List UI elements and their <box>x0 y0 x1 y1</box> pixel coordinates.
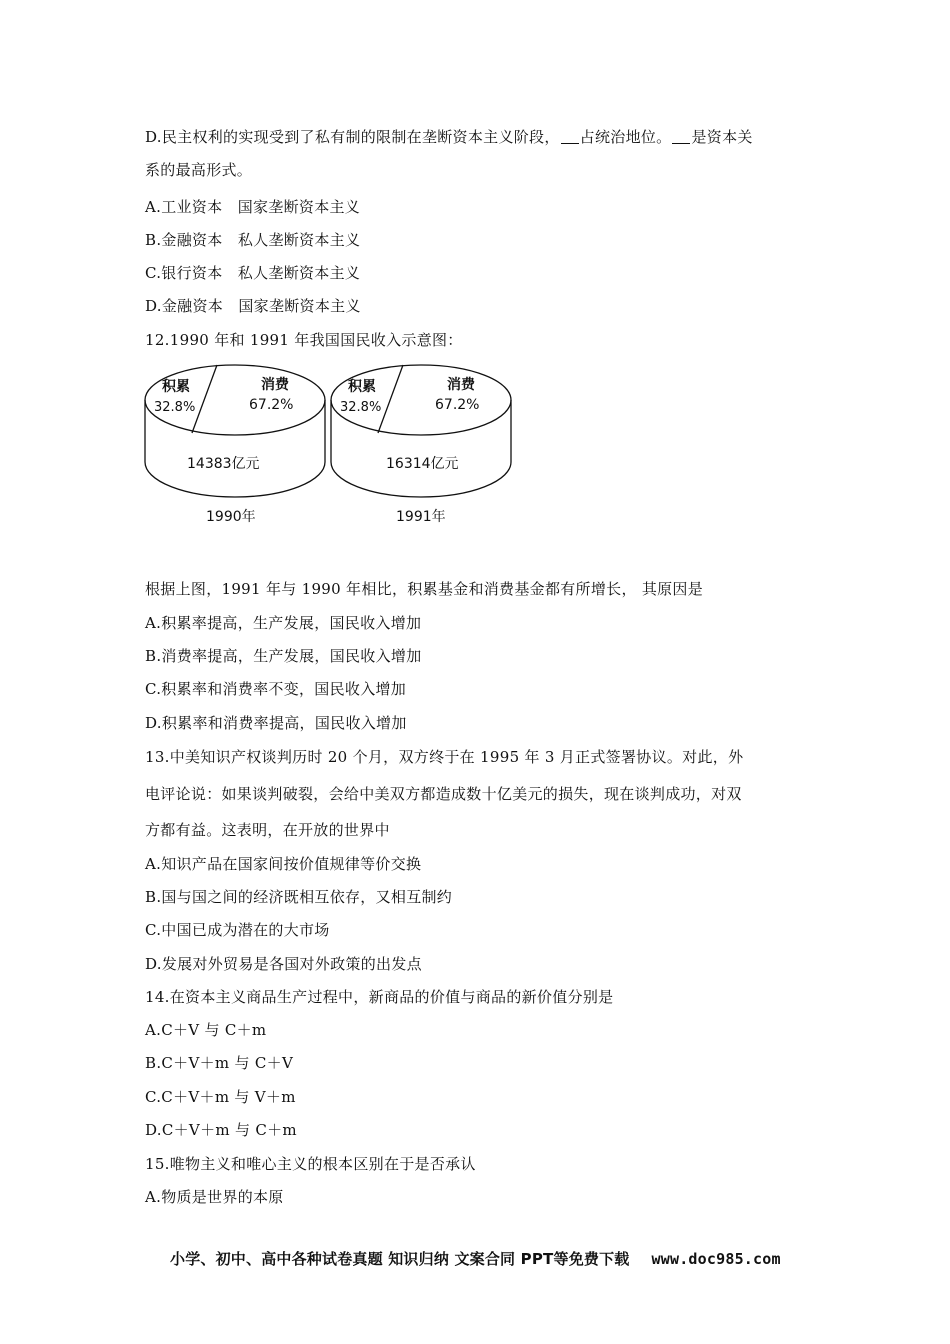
q14-option-d: D.C＋V＋m 与 C＋m <box>145 1121 297 1139</box>
q11-option-b: B.金融资本 私人垄断资本主义 <box>145 231 361 249</box>
c2-consume-label: 消费 <box>447 377 475 393</box>
c1-consume-pct: 67.2% <box>249 397 294 413</box>
q13-stem-line3: 方都有益。这表明，在开放的世界中 <box>145 821 390 839</box>
q11-option-d: D.金融资本 国家垄断资本主义 <box>145 297 361 315</box>
footer-url[interactable]: www.doc985.com <box>651 1250 781 1268</box>
c2-total: 16314亿元 <box>386 456 459 472</box>
q11-blank-1 <box>561 129 579 144</box>
q11-option-c: C.银行资本 私人垄断资本主义 <box>145 264 361 282</box>
q15-stem: 15.唯物主义和唯心主义的根本区别在于是否承认 <box>145 1155 476 1173</box>
q12-stem: 12.1990 年和 1991 年我国国民收入示意图： <box>145 331 463 349</box>
c1-accum-pct: 32.8% <box>154 400 196 415</box>
q13-stem-line2: 电评论说：如果谈判破裂，会给中美双方都造成数十亿美元的损失，现在谈判成功，对双 <box>145 785 742 803</box>
q14-option-a: A.C＋V 与 C＋m <box>145 1021 267 1039</box>
footer-text: 小学、初中、高中各种试卷真题 知识归纳 文案合同 PPT等免费下载 <box>170 1250 630 1268</box>
c1-total: 14383亿元 <box>187 456 260 472</box>
q15-option-a: A.物质是世界的本原 <box>145 1188 284 1206</box>
q11-stem-part2: 占统治地位。 <box>579 128 672 146</box>
q12-option-d: D.积累率和消费率提高，国民收入增加 <box>145 714 407 732</box>
q12-question: 根据上图，1991 年与 1990 年相比，积累基金和消费基金都有所增长， 其原因是 <box>145 580 704 598</box>
cylinder-1991-divider <box>378 365 403 433</box>
q11-blank-2 <box>672 129 690 144</box>
c2-consume-pct: 67.2% <box>435 397 480 413</box>
q13-option-c: C.中国已成为潜在的大市场 <box>145 921 330 939</box>
c2-accum-pct: 32.8% <box>340 400 382 415</box>
q14-option-b: B.C＋V＋m 与 C＋V <box>145 1054 294 1072</box>
c2-accum-label: 积累 <box>348 379 376 395</box>
q14-option-c: C.C＋V＋m 与 V＋m <box>145 1088 296 1106</box>
cylinder-1990-divider <box>192 365 217 433</box>
q14-stem: 14.在资本主义商品生产过程中，新商品的价值与商品的新价值分别是 <box>145 988 614 1006</box>
q11-stem-line2: 系的最高形式。 <box>145 161 253 179</box>
q11-stem-part3: 是资本关 <box>691 128 753 146</box>
cylinder-diagram <box>140 362 520 537</box>
national-income-figure <box>140 362 520 537</box>
page-footer <box>170 1248 781 1269</box>
q13-stem-line1: 13.中美知识产权谈判历时 20 个月，双方终于在 1995 年 3 月正式签署协议。对此，外 <box>145 748 744 766</box>
q11-stem-line1 <box>145 127 753 147</box>
c1-accum-label: 积累 <box>162 379 190 395</box>
q13-option-a: A.知识产品在国家间按价值规律等价交换 <box>145 855 422 873</box>
c2-year: 1991年 <box>396 509 446 525</box>
q11-option-a: A.工业资本 国家垄断资本主义 <box>145 198 361 216</box>
q13-option-b: B.国与国之间的经济既相互依存，又相互制约 <box>145 888 453 906</box>
q12-option-a: A.积累率提高，生产发展，国民收入增加 <box>145 614 422 632</box>
q12-option-c: C.积累率和消费率不变，国民收入增加 <box>145 680 407 698</box>
q11-stem-part1: D.民主权利的实现受到了私有制的限制在垄断资本主义阶段， <box>145 128 560 146</box>
q13-option-d: D.发展对外贸易是各国对外政策的出发点 <box>145 955 422 973</box>
c1-year: 1990年 <box>206 509 256 525</box>
q12-option-b: B.消费率提高，生产发展，国民收入增加 <box>145 647 422 665</box>
c1-consume-label: 消费 <box>261 377 289 393</box>
